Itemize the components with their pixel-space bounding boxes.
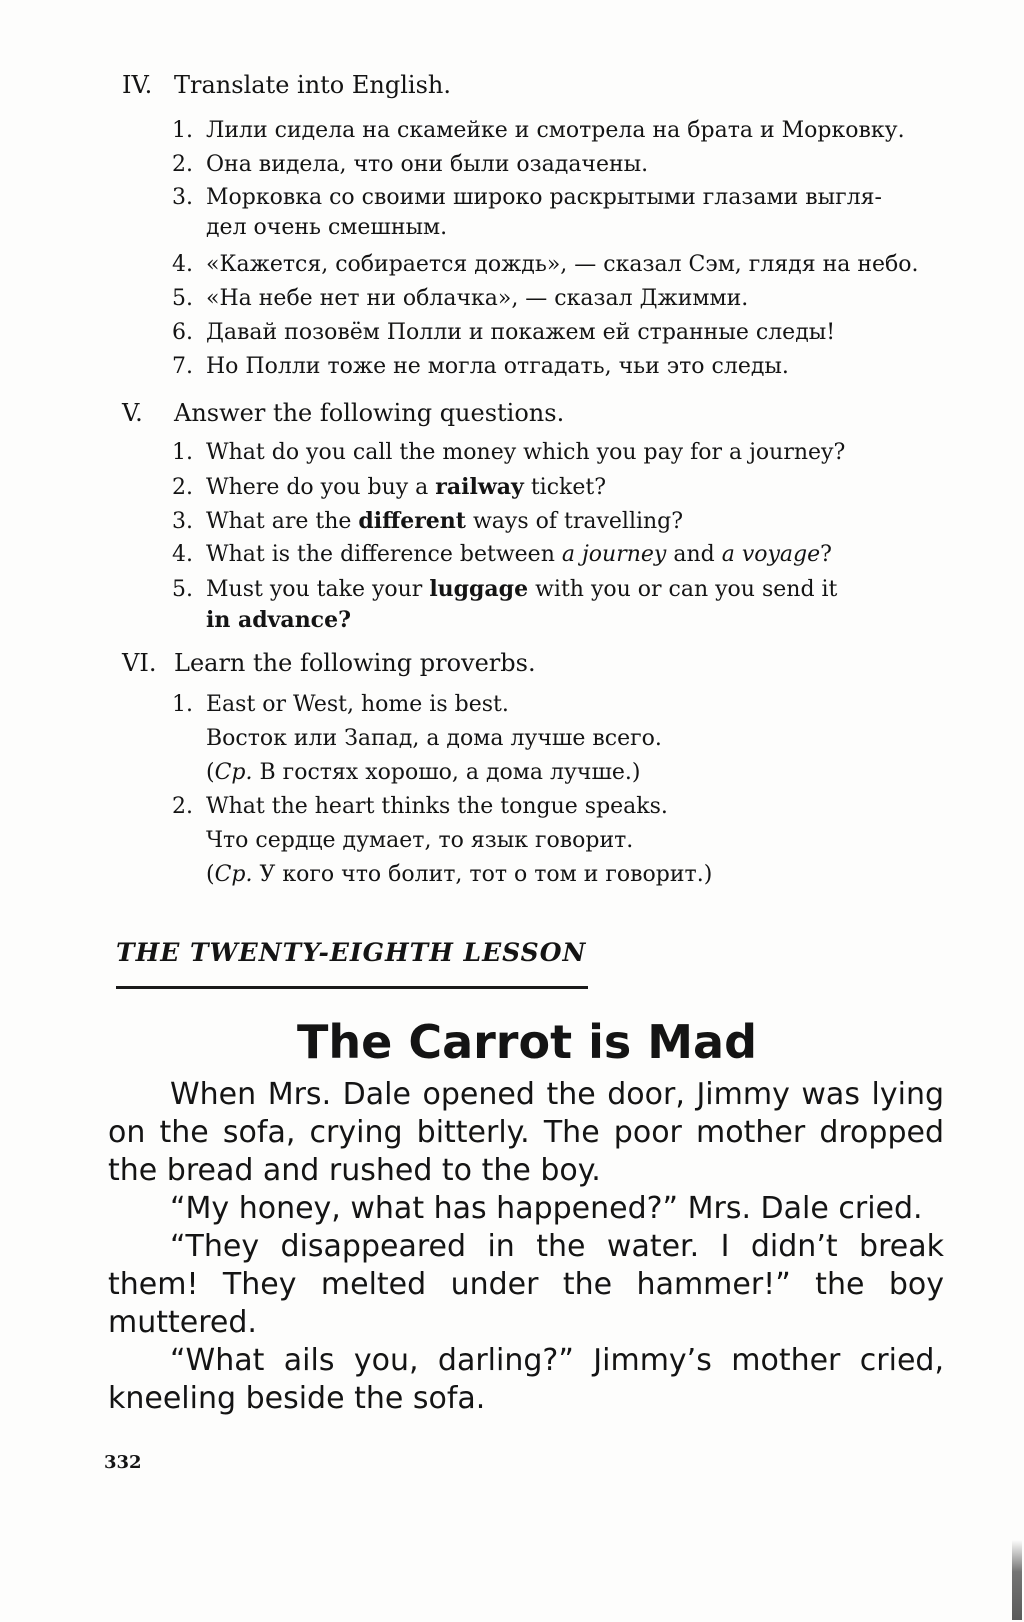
paren: ( [206,760,215,785]
proverb-2 [172,792,668,822]
bold-keyword: in advance? [206,607,351,633]
exercise-v-title [122,398,564,428]
exercise-instruction: Answer the following questions. [174,399,565,427]
item-text: Морковка со своими широко раскрытыми глазами выгля- [206,185,882,210]
story-paragraph: When Mrs. Dale opened the door, Jimmy was lying on the sofa, crying bitterly. The poor mother dropped the bread and rushed to the boy. [108,1077,944,1188]
proverb-2-equivalent [206,860,712,890]
item-number: 3. [172,185,193,210]
item-text: Но Полли тоже не могла отгадать, чьи это следы. [206,354,789,379]
item-text: Она видела, что они были озадачены. [206,152,649,177]
item-number: 1. [172,118,193,143]
item-number: 5. [172,577,193,602]
item-text: Давай позовём Полли и покажем ей странные следы! [206,320,836,345]
item-number: 2. [172,475,193,500]
exercise-instruction: Translate into English. [174,71,451,99]
item-text: Where do you buy a [206,475,436,500]
item-text: «Кажется, собирается дождь», — сказал Сэм, глядя на небо. [206,252,919,277]
bold-keyword: railway [435,474,524,500]
item-text-continuation: дел очень смешным. [206,215,448,240]
item-number: 2. [172,794,193,819]
item-text: «На небе нет ни облачка», — сказал Джимми. [206,286,749,311]
item-text: ? [820,542,832,567]
proverb-1 [172,690,509,720]
exercise-iv-item-4 [172,250,919,280]
exercise-instruction: Learn the following proverbs. [174,649,536,677]
exercise-iv-item-5 [172,284,748,314]
proverb-english: East or West, home is best. [206,692,509,717]
paren: ( [206,862,215,887]
exercise-v-question-1 [172,438,845,468]
item-text: Лили сидела на скамейке и смотрела на брата и Морковку. [206,118,905,143]
compare-abbr: Ср. [214,760,253,785]
item-text: ticket? [523,475,607,500]
item-number: 1. [172,440,193,465]
exercise-iv-item-3 [172,183,882,243]
item-text: What do you call the money which you pay for a journey? [206,440,846,465]
exercise-iv-item-2 [172,150,648,180]
exercise-v-question-3 [172,506,683,537]
item-text: with you or can you send it [528,577,838,602]
item-number: 4. [172,252,193,277]
exercise-iv-item-7 [172,352,789,382]
equivalent-text: У кого что болит, тот о том и говорит.) [252,862,713,887]
item-text: and [666,542,722,567]
bold-keyword: luggage [429,576,529,602]
exercise-v-question-5 [172,574,837,635]
story-paragraph: “What ails you, darling?” Jimmy’s mother cried, kneeling beside the sofa. [108,1343,944,1416]
item-number: 6. [172,320,193,345]
item-number: 2. [172,152,193,177]
equivalent-text: В гостях хорошо, а дома лучше.) [252,760,641,785]
proverb-english: What the heart thinks the tongue speaks. [206,794,668,819]
item-text: What are the [206,509,359,534]
page-number: 332 [104,1452,142,1473]
item-text: Must you take your [206,577,430,602]
proverb-2-translation: Что сердце думает, то язык говорит. [206,828,634,853]
story-paragraph: “My honey, what has happened?” Mrs. Dale cried. [170,1191,923,1226]
exercise-iv-item-1 [172,116,905,146]
proverb-1-equivalent [206,758,641,788]
item-number: 7. [172,354,193,379]
exercise-number: V. [122,399,143,427]
page-edge-shadow [1012,1540,1022,1620]
exercise-iv-title [122,70,451,100]
item-number: 5. [172,286,193,311]
italic-term: a voyage [721,542,821,567]
bold-keyword: different [358,508,466,534]
item-text: ways of travelling? [465,509,684,534]
item-number: 3. [172,509,193,534]
exercise-v-question-2 [172,472,606,503]
heading-underline [116,986,588,989]
lesson-heading: THE TWENTY-EIGHTH LESSON [116,938,587,967]
story-title: The Carrot is Mad [296,1015,758,1069]
compare-abbr: Ср. [214,862,253,887]
exercise-number: VI. [122,649,157,677]
exercise-vi-title [122,648,536,678]
exercise-v-question-4 [172,540,832,570]
item-number: 1. [172,692,193,717]
item-number: 4. [172,542,193,567]
item-text: What is the difference between [206,542,562,567]
exercise-number: IV. [122,71,153,99]
story-paragraph: “They disappeared in the water. I didn’t break them! They melted under the hammer!” the boy muttered. [108,1229,944,1340]
proverb-1-translation: Восток или Запад, а дома лучше всего. [206,726,662,751]
exercise-iv-item-6 [172,318,835,348]
story-text [108,1076,944,1418]
italic-term: a journey [561,542,667,567]
